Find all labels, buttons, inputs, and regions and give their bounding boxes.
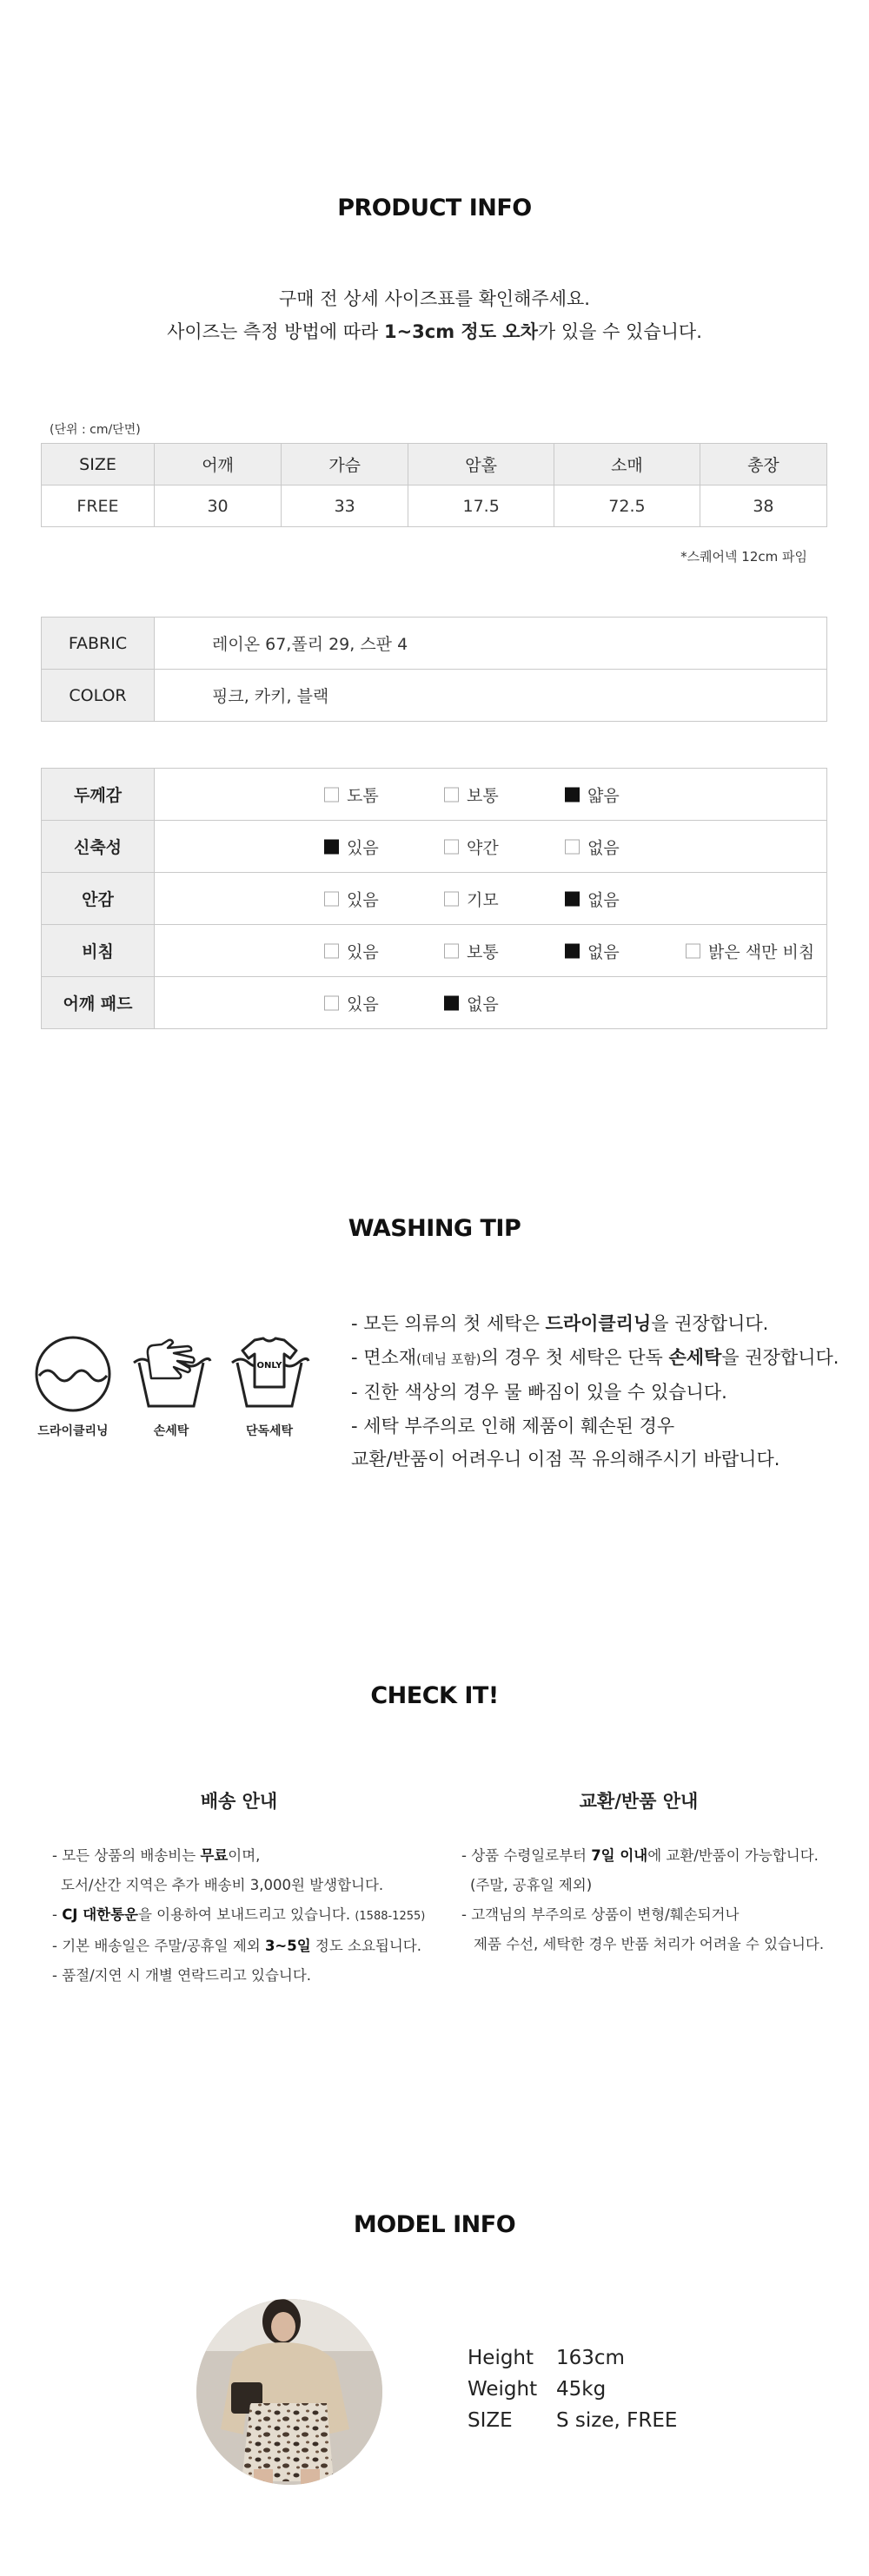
shipping-info (52, 1841, 425, 1991)
chest-cell: 33 (282, 485, 408, 527)
intro-line-1: 구매 전 상세 사이즈표를 확인해주세요. (279, 288, 590, 309)
checkbox-icon (686, 943, 700, 958)
attr-row-sheerness (42, 925, 827, 977)
hand-wash-caption: 손세탁 (153, 1424, 189, 1438)
model-image (196, 2299, 382, 2485)
fabric-label: FABRIC (42, 618, 155, 670)
ex-line-2: (주말, 공휴일 제외) (470, 1877, 593, 1893)
ship-line-1: - 모든 상품의 배송비는 무료이며, (52, 1847, 261, 1864)
wash-separately-icon (229, 1333, 310, 1415)
fabric-color-table (41, 617, 827, 722)
sheerness-option-none: 없음 (565, 939, 620, 962)
fabric-row (42, 618, 827, 670)
dry-cleaning (30, 1333, 116, 1439)
dry-cleaning-caption: 드라이클리닝 (37, 1424, 109, 1438)
weight-row (468, 2374, 677, 2405)
checkbox-icon (444, 943, 459, 958)
shoulder-cell: 30 (155, 485, 282, 527)
ex-line-4: 제품 수선, 세탁한 경우 반품 처리가 어려울 수 있습니다. (474, 1936, 825, 1952)
size-label: SIZE (468, 2409, 513, 2432)
exchange-info (461, 1841, 824, 1959)
check-it-title: CHECK IT! (370, 1682, 499, 1709)
model-measurements (468, 2342, 677, 2436)
size-table (41, 443, 827, 527)
attr-row-thickness (42, 769, 827, 821)
attr-row-stretch (42, 821, 827, 873)
ex-line-1: - 상품 수령일로부터 7일 이내에 교환/반품이 가능합니다. (461, 1847, 819, 1864)
ex-line-3: - 고객님의 부주의로 상품이 변형/훼손되거나 (461, 1906, 740, 1923)
shipping-title: 배송 안내 (200, 1791, 278, 1812)
wash-separately-caption: 단독세탁 (245, 1424, 294, 1438)
stretch-option-slight: 약간 (444, 835, 499, 858)
checked-box-icon (444, 995, 459, 1010)
sheerness-label: 비침 (42, 925, 155, 977)
thickness-option-thin: 얇음 (565, 783, 620, 806)
height-value: 163cm (556, 2347, 625, 2369)
size-check-notice (0, 282, 869, 348)
size-value: S size, FREE (556, 2409, 678, 2432)
thickness-label: 두께감 (42, 769, 155, 821)
ship-line-3: - CJ 대한통운을 이용하여 보내드리고 있습니다. (1588-1255) (52, 1906, 426, 1923)
hand-wash (128, 1333, 215, 1439)
stretch-option-none: 없음 (565, 835, 620, 858)
checkbox-icon (444, 891, 459, 906)
checkbox-icon (565, 839, 580, 854)
attributes-table (41, 768, 827, 1029)
lining-option-none: 없음 (565, 887, 620, 910)
checkbox-icon (324, 891, 339, 906)
color-label: COLOR (42, 670, 155, 722)
hand-wash-icon (130, 1333, 212, 1415)
thickness-option-normal: 보통 (444, 783, 499, 806)
wash-line-3: - 진한 색상의 경우 물 빠짐이 있을 수 있습니다. (351, 1382, 727, 1403)
size-cell: FREE (42, 485, 155, 527)
size-note: *스퀘어넥 12cm 파임 (680, 549, 807, 565)
sleeve-cell: 72.5 (554, 485, 700, 527)
shoulder-pad-label: 어깨 패드 (42, 977, 155, 1029)
checked-box-icon (565, 891, 580, 906)
dry-cleaning-icon (32, 1333, 114, 1415)
sheerness-option-yes: 있음 (324, 939, 379, 962)
checkbox-icon (324, 943, 339, 958)
color-row (42, 670, 827, 722)
wash-line-2: - 면소재(데님 포함)의 경우 첫 세탁은 단독 손세탁을 권장합니다. (351, 1346, 839, 1368)
ship-line-2: 도서/산간 지역은 추가 배송비 3,000원 발생합니다. (61, 1877, 384, 1893)
size-table-row (42, 485, 827, 527)
lining-option-fleece: 기모 (444, 887, 499, 910)
product-info-title: PRODUCT INFO (337, 195, 532, 221)
checkbox-icon (324, 995, 339, 1010)
ship-line-5: - 품절/지연 시 개별 연락드리고 있습니다. (52, 1967, 312, 1984)
chest-header: 가슴 (282, 444, 408, 485)
shoulder-pad-option-yes: 있음 (324, 991, 379, 1014)
washing-icons (35, 1333, 322, 1446)
size-row (468, 2405, 677, 2436)
wash-line-5: 교환/반품이 어려우니 이점 꼭 유의해주시기 바랍니다. (351, 1449, 780, 1470)
thickness-option-thick: 도톰 (324, 783, 379, 806)
armhole-cell: 17.5 (408, 485, 554, 527)
wash-line-4: - 세탁 부주의로 인해 제품이 훼손된 경우 (351, 1415, 675, 1437)
stretch-option-yes: 있음 (324, 835, 379, 858)
attr-row-lining (42, 873, 827, 925)
wash-separately (226, 1333, 313, 1439)
washing-instructions (351, 1307, 839, 1476)
attr-row-shoulder-pad (42, 977, 827, 1029)
checked-box-icon (565, 787, 580, 802)
sheerness-option-light-colors: 밝은 색만 비침 (686, 939, 814, 962)
lining-label: 안감 (42, 873, 155, 925)
checkbox-icon (324, 787, 339, 802)
sleeve-header: 소매 (554, 444, 700, 485)
checkbox-icon (444, 787, 459, 802)
length-header: 총장 (700, 444, 826, 485)
armhole-header: 암홀 (408, 444, 554, 485)
ship-line-4: - 기본 배송일은 주말/공휴일 제외 3~5일 정도 소요됩니다. (52, 1938, 421, 1954)
shoulder-pad-option-none: 없음 (444, 991, 499, 1014)
lining-option-yes: 있음 (324, 887, 379, 910)
wash-line-1: - 모든 의류의 첫 세탁은 드라이클리닝을 권장합니다. (351, 1313, 769, 1334)
model-photo (196, 2299, 382, 2485)
color-value: 핑크, 카키, 블랙 (155, 670, 827, 722)
checked-box-icon (324, 839, 339, 854)
weight-value: 45kg (556, 2378, 607, 2401)
size-header: SIZE (42, 444, 155, 485)
washing-tip-title: WASHING TIP (348, 1215, 521, 1242)
fabric-value: 레이온 67,폴리 29, 스판 4 (155, 618, 827, 670)
model-info-title: MODEL INFO (353, 2211, 516, 2238)
sheerness-option-normal: 보통 (444, 939, 499, 962)
intro-line-2: 사이즈는 측정 방법에 따라 1~3cm 정도 오차가 있을 수 있습니다. (167, 321, 702, 342)
height-row (468, 2342, 677, 2374)
length-cell: 38 (700, 485, 826, 527)
height-label: Height (468, 2347, 534, 2369)
exchange-title: 교환/반품 안내 (579, 1791, 699, 1812)
size-table-header (42, 444, 827, 485)
checkbox-icon (444, 839, 459, 854)
unit-label: (단위 : cm/단면) (50, 423, 141, 437)
checked-box-icon (565, 943, 580, 958)
only-badge-text: ONLY (256, 1361, 282, 1371)
weight-label: Weight (468, 2378, 538, 2401)
stretch-label: 신축성 (42, 821, 155, 873)
shoulder-header: 어깨 (155, 444, 282, 485)
